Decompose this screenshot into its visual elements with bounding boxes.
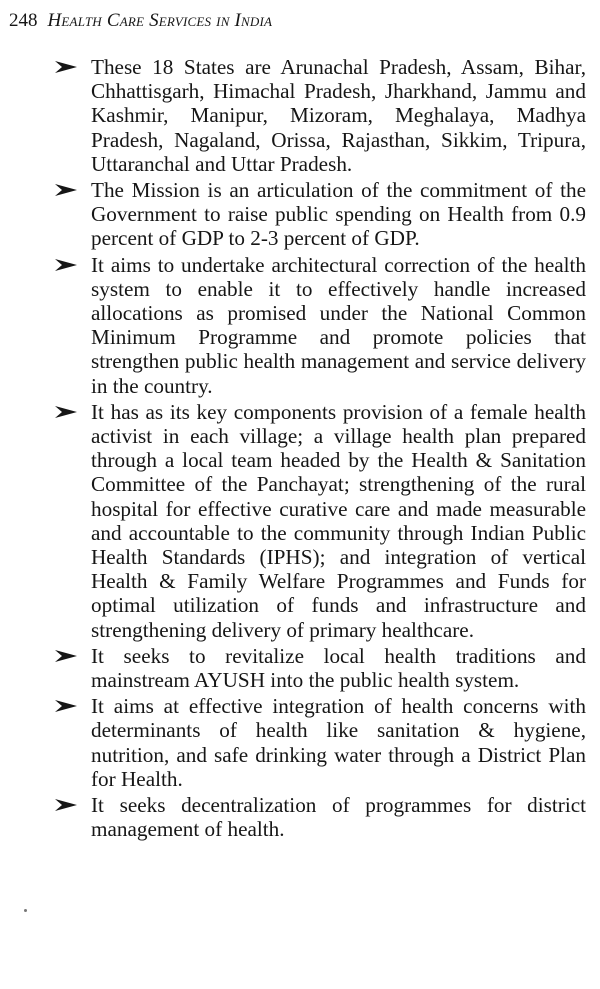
bullet-text: It aims at effective integration of health concerns with determinants of health like sanitation & hygiene, nutrition, and safe drinking water through a District Plan for Health. — [91, 694, 586, 791]
bullet-list — [54, 55, 586, 844]
bullet-text: The Mission is an articulation of the commitment of the Government to raise public spending on Health from 0.9 percent of GDP to 2-3 percent of GDP. — [91, 178, 586, 251]
bullet-item-states — [54, 55, 586, 176]
bullet-item-architectural-correction — [54, 253, 586, 398]
bullet-item-ayush — [54, 644, 586, 692]
right-arrowhead-icon — [54, 798, 78, 812]
bullet-text: It seeks decentralization of programmes for district management of health. — [91, 793, 586, 842]
bullet-item-decentralization — [54, 793, 586, 841]
right-arrowhead-icon — [54, 183, 78, 197]
bullet-text: It aims to undertake architectural correction of the health system to enable it to effectively handle increased allocations as promised under the National Common Minimum Programme and promote policies that strengthen public health management and service delivery in the country. — [91, 252, 586, 398]
bullet-text: These 18 States are Arunachal Pradesh, Assam, Bihar, Chhattisgarh, Himachal Pradesh, Jharkhand, Jammu and Kashmir, Manipur, Mizoram, Meghalaya, Madhya Pradesh, Nagaland, Orissa, Rajasthan, Sikkim, Tripura, Uttaranchal and Uttar Pradesh. — [91, 55, 586, 176]
bullet-text: It has as its key components provision of a female health activist in each village; a village health plan prepared through a local team headed by the Health & Sanitation Committee of the Panchayat; strengthening of the rural hospital for effective curative care and made measurable and accountable to the community through Indian Public Health Standards (IPHS); and integration of vertical Health & Family Welfare Programmes and Funds for optimal utilization of funds and infrastructure and strengthening delivery of primary healthcare. — [91, 399, 586, 642]
right-arrowhead-icon — [54, 649, 78, 663]
bullet-item-integration — [54, 694, 586, 791]
right-arrowhead-icon — [54, 405, 78, 419]
running-head — [9, 7, 590, 35]
right-arrowhead-icon — [54, 699, 78, 713]
page-number: 248 — [9, 10, 38, 31]
bullet-text: It seeks to revitalize local health traditions and mainstream AYUSH into the public health system. — [91, 643, 586, 693]
bullet-item-commitment — [54, 178, 586, 251]
right-arrowhead-icon — [54, 60, 78, 74]
running-title: Health Care Services in India — [47, 10, 273, 31]
bullet-item-key-components — [54, 400, 586, 642]
right-arrowhead-icon — [54, 258, 78, 272]
margin-speck — [24, 909, 27, 912]
